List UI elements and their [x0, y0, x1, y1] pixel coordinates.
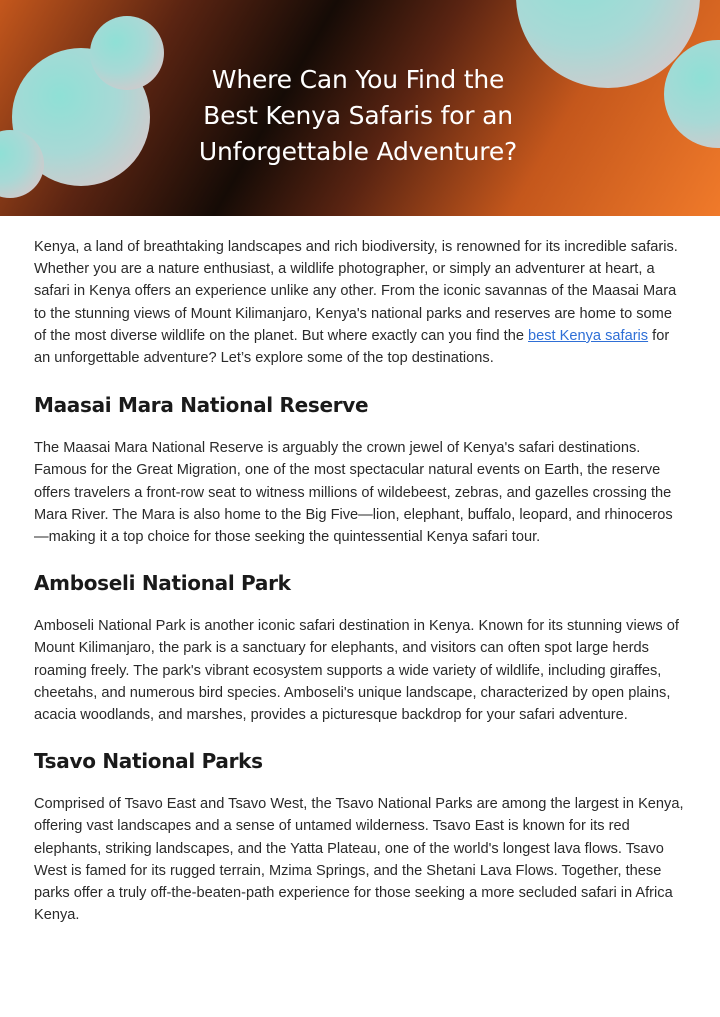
header-banner — [0, 0, 720, 216]
intro-text: Kenya, a land of breathtaking landscapes and rich biodiversity, is renowned for its incredible safaris. Whether you are a nature enthusiast, a wildlife photographer, or simply an adventurer at heart, a safari in Kenya offers an experience unlike any other. From the iconic savannas of the Maasai Mara to the stunning views of Mount Kilimanjaro, Kenya's national parks and reserves are home to some of the most diverse wildlife on the planet. But where exactly can you find the — [34, 239, 678, 344]
section-body-maasai-mara: The Maasai Mara National Reserve is arguably the crown jewel of Kenya's safari destinations. Famous for the Great Migration, one of the most spectacular natural events on Earth, the reserve offers travelers a front-row seat to witness millions of wildebeest, zebras, and gazelles crossing the Mara River. The Mara is also home to the Big Five—lion, elephant, buffalo, leopard, and rhinoceros—making it a top choice for those seeking the quintessential Kenya safari tour. — [34, 440, 673, 546]
section-body-amboseli: Amboseli National Park is another iconic safari destination in Kenya. Known for its stunning views of Mount Kilimanjaro, the park is a sanctuary for elephants, and visitors can often spot large herds roaming freely. The park's vibrant ecosystem supports a wide variety of wildlife, including giraffes, cheetahs, and numerous bird species. Amboseli's unique landscape, characterized by open plains, acacia woodlands, and marshes, provides a picturesque backdrop for your safari adventure. — [34, 618, 679, 724]
article-content — [34, 236, 686, 926]
intro-paragraph — [34, 236, 686, 369]
section-heading-maasai-mara: Maasai Mara National Reserve — [34, 393, 369, 418]
page-title-line: Where Can You Find the — [211, 65, 505, 94]
page-title-line: Unforgettable Adventure? — [198, 137, 518, 166]
section-heading-amboseli: Amboseli National Park — [34, 571, 291, 596]
best-kenya-safaris-link[interactable]: best Kenya safaris — [528, 327, 649, 344]
section-heading-tsavo: Tsavo National Parks — [34, 749, 263, 774]
page-title — [150, 62, 566, 170]
page-title-line: Best Kenya Safaris for an — [203, 101, 513, 130]
section-body-tsavo: Comprised of Tsavo East and Tsavo West, the Tsavo National Parks are among the largest in Kenya, offering vast landscapes and a sense of untamed wilderness. Tsavo East is known for its red elephants, striking landscapes, and the Yatta Plateau, one of the world's longest lava flows. Tsavo West is famed for its rugged terrain, Mzima Springs, and the Shetani Lava Flows. Together, these parks offer a truly off-the-beaten-path experience for those seeking a more secluded safari in Africa Kenya. — [34, 796, 684, 924]
intro-text-end: for an unforgettable adventure? Let’s explore some of the top destinations. — [34, 327, 670, 367]
